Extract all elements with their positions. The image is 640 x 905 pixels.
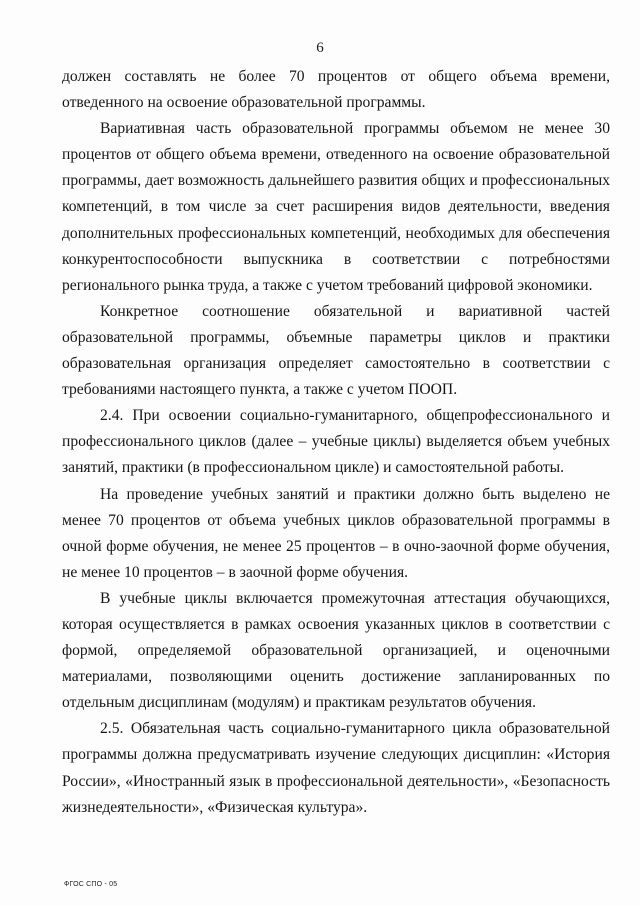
paragraph-attestation: В учебные циклы включается промежуточная аттестация обучающихся, которая осуществляется в рамках освоения указанных циклов в соответствии с формой, определяемой образовательной организацией, и оценочными материалами, позволяющими оценить достижение запланированных по отдельным дисциплинам (модулям) и практикам результатов обучения. bbox=[62, 589, 610, 712]
paragraph-continuation: должен составлять не более 70 процентов от общего объема времени, отведенного на освоение образовательной программы. bbox=[62, 68, 610, 112]
paragraph-study-hours: На проведение учебных занятий и практики должно быть выделено не менее 70 процентов от объема учебных циклов образовательной программы в очной форме обучения, не менее 25 процентов – в очно-заочной форме обучения, не менее 10 процентов – в заочной форме обучения. bbox=[62, 485, 610, 581]
paragraph-ratio: Конкретное соотношение обязательной и вариативной частей образовательной программы, объемные параметры циклов и практики образовательная организация определяет самостоятельно в соответствии с требованиями настоящего пункта, а также с учетом ПООП. bbox=[62, 302, 610, 399]
document-body bbox=[62, 64, 610, 821]
footer-code: ФГОС СПО - 05 bbox=[64, 881, 118, 888]
paragraph-2-4: 2.4. При освоении социально-гуманитарного, общепрофессионального и профессионального циклов (далее – учебные циклы) выделяется объем учебных занятий, практики (в профессиональном цикле) и самостоятельной работы. bbox=[62, 407, 610, 477]
page-number: 6 bbox=[316, 40, 324, 56]
paragraph-2-5: 2.5. Обязательная часть социально-гуманитарного цикла образовательной программы должна предусматривать изучение следующих дисциплин: «История России», «Иностранный язык в профессиональной деятельности», «Безопасность жизнедеятельности», «Физическая культура». bbox=[62, 720, 610, 816]
paragraph-variable-part: Вариативная часть образовательной программы объемом не менее 30 процентов от общего объема времени, отведенного на освоение образовательной программы, дает возможность дальнейшего развития общих и профессиональных компетенций, в том числе за счет расширения видов деятельности, введения дополнительных профессиональных компетенций, необходимых для обеспечения конкурентоспособности выпускника в соответствии с потребностями регионального рынка труда, а также с учетом требований цифровой экономики. bbox=[62, 120, 610, 294]
